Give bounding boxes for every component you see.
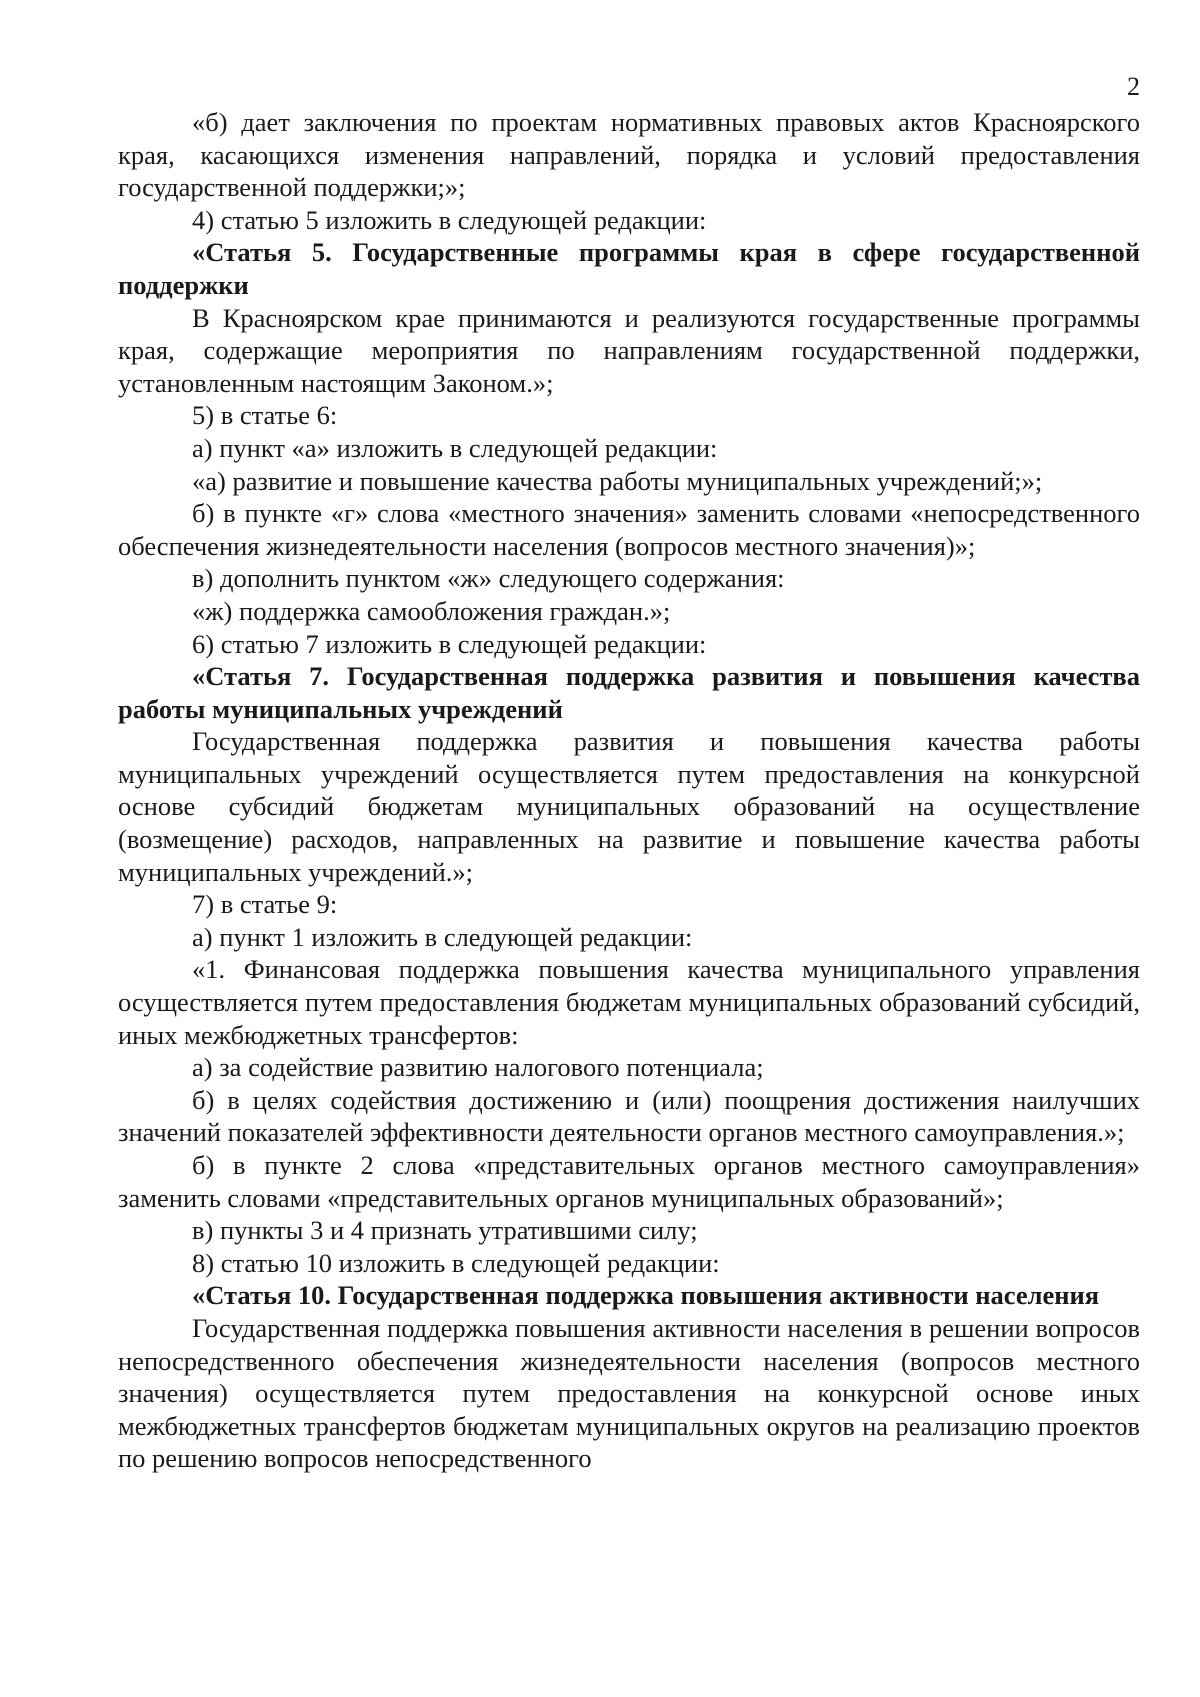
- paragraph: 5) в статье 6:: [192, 400, 338, 431]
- paragraph: Государственная поддержка повышения активности населения в решении вопросов непосредственного обеспечения жизнедеятельности населения (вопросов местного значения) осуществляется путем предоставления на конкурсной основе иных межбюджетных трансфертов бюджетам муниципальных округов на реализацию проектов по решению вопросов непосредственного: [118, 1312, 1140, 1474]
- paragraph: «1. Финансовая поддержка повышения качества муниципального управления осуществляется путем предоставления бюджетам муниципальных образований субсидий, иных межбюджетных трансфертов:: [118, 954, 1140, 1050]
- paragraph: в) дополнить пунктом «ж» следующего содержания:: [192, 563, 785, 594]
- paragraph: Государственная поддержка развития и повышения качества работы муниципальных учреждений осуществляется путем предоставления на конкурсной основе субсидий бюджетам муниципальных образований на осуществление (возмещение) расходов, направленных на развитие и повышение качества работы муниципальных учреждений.»;: [118, 726, 1140, 887]
- paragraph: б) в пункте «г» слова «местного значения» заменить словами «непосредственного обеспечения жизнедеятельности населения (вопросов местного значения)»;: [118, 498, 1140, 561]
- paragraph: а) за содействие развитию налогового потенциала;: [192, 1052, 764, 1083]
- paragraph: В Красноярском крае принимаются и реализуются государственные программы края, содержащие мероприятия по направлениям государственной поддержки, установленным настоящим Законом.»;: [118, 302, 1140, 398]
- paragraph: «а) развитие и повышение качества работы муниципальных учреждений;»;: [192, 465, 1043, 496]
- article-heading: «Статья 7. Государственная поддержка развития и повышения качества работы муниципальных учреждений: [118, 661, 1140, 724]
- article-heading: «Статья 5. Государственные программы края в сфере государственной поддержки: [118, 237, 1140, 300]
- paragraph: 7) в статье 9:: [192, 889, 338, 920]
- document-body: [118, 106, 1140, 1475]
- page-number: 2: [1127, 72, 1140, 101]
- paragraph: «б) дает заключения по проектам нормативных правовых актов Красноярского края, касающихся изменения направлений, порядка и условий предоставления государственной поддержки;»;: [118, 107, 1140, 203]
- paragraph: а) пункт 1 изложить в следующей редакции:: [192, 921, 693, 952]
- paragraph: «ж) поддержка самообложения граждан.»;: [192, 595, 671, 626]
- paragraph: 8) статью 10 изложить в следующей редакции:: [192, 1247, 720, 1278]
- paragraph: а) пункт «а» изложить в следующей редакции:: [192, 432, 718, 463]
- paragraph: в) пункты 3 и 4 признать утратившими силу;: [192, 1215, 698, 1246]
- paragraph: б) в целях содействия достижению и (или) поощрения достижения наилучших значений показателей эффективности деятельности органов местного самоуправления.»;: [118, 1084, 1140, 1148]
- paragraph: 4) статью 5 изложить в следующей редакции:: [192, 204, 707, 235]
- paragraph: б) в пункте 2 слова «представительных органов местного самоуправления» заменить словами «представительных органов муниципальных образований»;: [118, 1150, 1140, 1213]
- article-heading: «Статья 10. Государственная поддержка повышения активности населения: [192, 1280, 1100, 1311]
- paragraph: 6) статью 7 изложить в следующей редакции:: [192, 628, 707, 659]
